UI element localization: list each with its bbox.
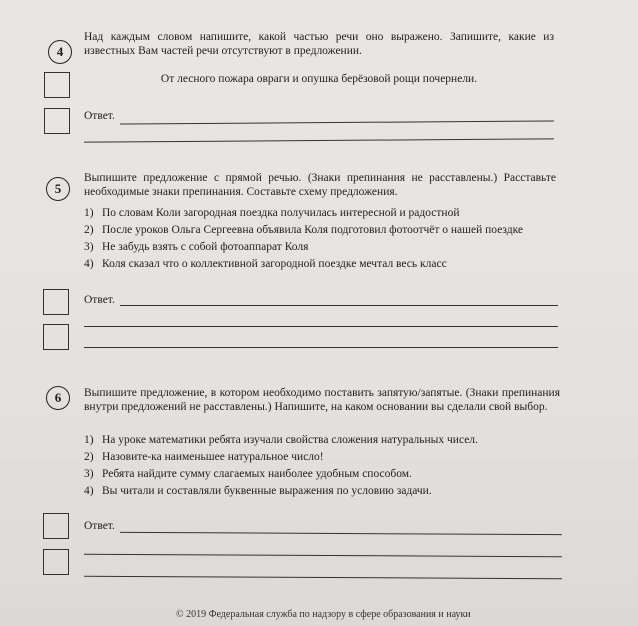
q5-answer-line-3[interactable]: [84, 347, 558, 348]
q4-prompt: Над каждым словом напишите, какой частью речи оно выражено. Запишите, какие из известных Вам частей речи отсутствуют в предложении.: [84, 31, 554, 57]
question-6-number: 6: [46, 386, 70, 410]
q6-option-4: 4) Вы читали и составляли буквенные выражения по условию задачи.: [84, 485, 432, 497]
q6-answer-line-1[interactable]: [120, 532, 562, 535]
q6-answer-line-2[interactable]: [84, 554, 562, 558]
q5-answer-line-1[interactable]: [120, 305, 558, 306]
q4-score-box-2[interactable]: [44, 108, 70, 134]
q4-sentence: От лесного пожара овраги и опушка берёзовой рощи почернели.: [160, 73, 478, 85]
q6-score-box-2[interactable]: [43, 549, 69, 575]
q5-score-box-2[interactable]: [43, 324, 69, 350]
q5-option-1: 1) По словам Коли загородная поездка получилась интересной и радостной: [84, 207, 460, 219]
q4-score-box-1[interactable]: [44, 72, 70, 98]
q5-option-2: 2) После уроков Ольга Сергеевна объявила Коля подготовил фотоотчёт о нашей поездке: [84, 224, 524, 236]
q4-answer-line-1[interactable]: [120, 120, 554, 124]
q5-answer-label: Ответ.: [84, 294, 115, 306]
question-4-number: 4: [48, 40, 72, 64]
q5-option-4: 4) Коля сказал что о коллективной загородной поездке мечтал весь класс: [84, 258, 447, 270]
question-5-number: 5: [46, 177, 70, 201]
q5-prompt: Выпишите предложение с прямой речью. (Знаки препинания не расставлены.) Расставьте необходимые знаки препинания. Составьте схему предложения.: [84, 172, 556, 198]
q5-answer-line-2[interactable]: [84, 326, 558, 327]
q4-answer-line-2[interactable]: [84, 138, 554, 142]
q4-answer-label: Ответ.: [84, 110, 115, 122]
q6-answer-line-3[interactable]: [84, 576, 562, 580]
q5-score-box-1[interactable]: [43, 289, 69, 315]
q5-option-3: 3) Не забудь взять с собой фотоаппарат Коля: [84, 241, 309, 253]
q6-score-box-1[interactable]: [43, 513, 69, 539]
q6-option-2: 2) Назовите-ка наименьшее натуральное число!: [84, 451, 324, 463]
copyright-footer: © 2019 Федеральная служба по надзору в сфере образования и науки: [176, 609, 471, 620]
q6-answer-label: Ответ.: [84, 520, 115, 532]
q6-prompt: Выпишите предложение, в котором необходимо поставить запятую/запятые. (Знаки препинания внутри предложений не расставлены.) Напишите, на каком основании вы сделали свой выбор.: [84, 387, 560, 413]
q6-option-3: 3) Ребята найдите сумму слагаемых наиболее удобным способом.: [84, 468, 412, 480]
q6-option-1: 1) На уроке математики ребята изучали свойства сложения натуральных чисел.: [84, 434, 478, 446]
